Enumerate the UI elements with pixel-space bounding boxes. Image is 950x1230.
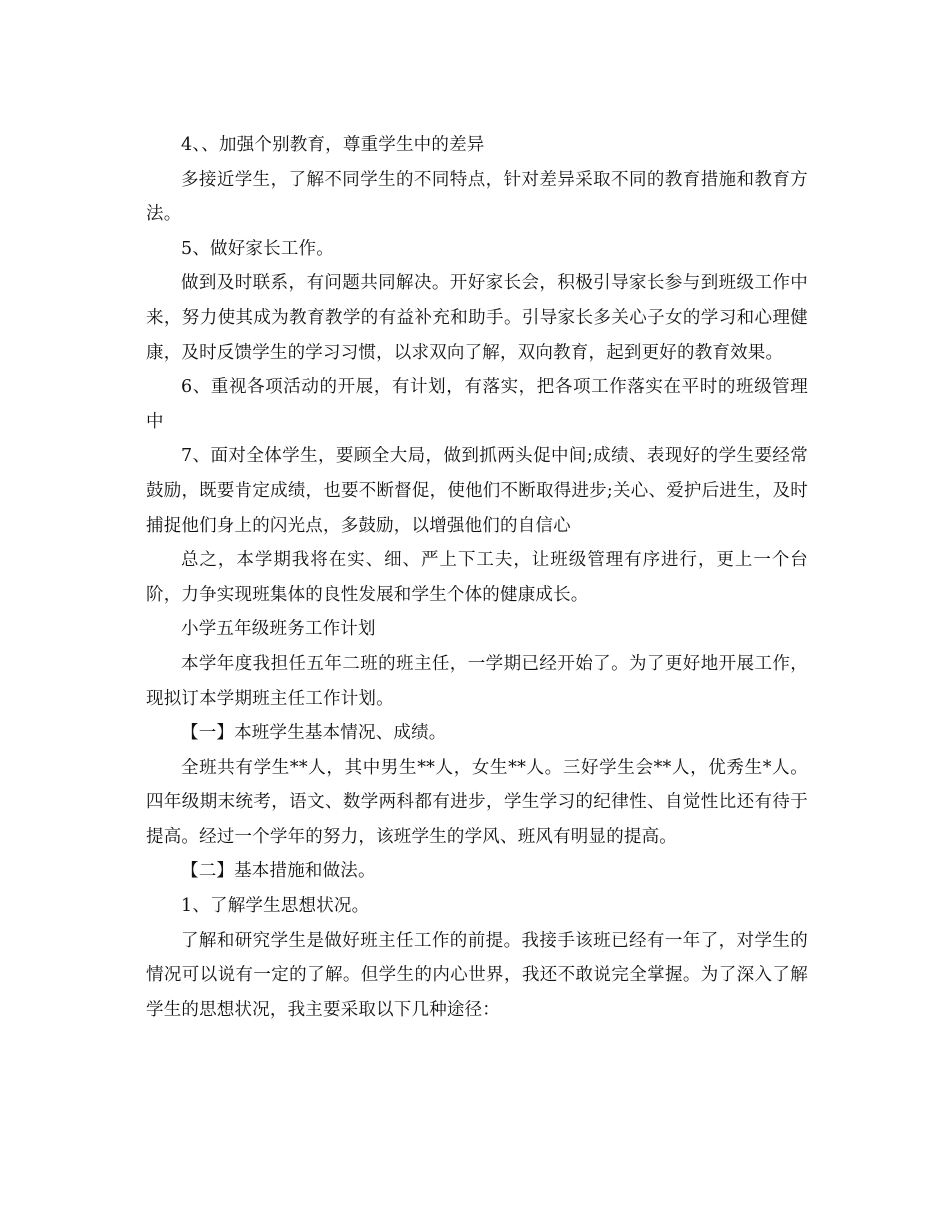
paragraph-individual-education-heading: 4、、加强个别教育，尊重学生中的差异 [181,135,485,155]
paragraph-parent-work-heading: 5、做好家长工作。 [181,238,334,259]
document-body [146,128,808,1027]
paragraph-class-situation-heading: 【一】本班学生基本情况、成绩。 [181,723,447,744]
paragraph-understand-students-heading: 1、了解学生思想状况。 [181,896,370,917]
paragraph-measures-heading: 【二】基本措施和做法。 [181,861,376,882]
section-title: 小学五年级班务工作计划 [181,619,376,640]
paragraph-conclusion: 总之，本学期我将在实、细、严上下工夫，让班级管理有序进行，更上一个台阶，力争实现班集体的良性发展和学生个体的健康成长。 [146,550,808,605]
paragraph-introduction: 本学年度我担任五年二班的班主任，一学期已经开始了。为了更好地开展工作，现拟订本学期班主任工作计划。 [146,653,808,709]
paragraph-all-students: 7、面对全体学生，要顾全大局，做到抓两头促中间;成绩、表现好的学生要经常鼓励，既要肯定成绩，也要不断督促，使他们不断取得进步;关心、爱护后进生，及时捕捉他们身上的闪光点，多鼓励，以增强他们的自信心 [146,446,808,536]
paragraph-activities: 6、重视各项活动的开展，有计划，有落实，把各项工作落实在平时的班级管理中 [146,377,808,432]
paragraph-understand-students: 了解和研究学生是做好班主任工作的前提。我接手该班已经有一年了，对学生的情况可以说有一定的了解。但学生的内心世界，我还不敢说完全掌握。为了深入了解学生的思想状况，我主要采取以下几种途径： [146,930,808,1020]
paragraph-individual-education: 多接近学生，了解不同学生的不同特点，针对差异采取不同的教育措施和教育方法。 [146,169,808,225]
paragraph-parent-work: 做到及时联系，有问题共同解决。开好家长会，积极引导家长参与到班级工作中来，努力使其成为教育教学的有益补充和助手。引导家长多关心子女的学习和心理健康，及时反馈学生的学习习惯，以求双向了解，双向教育，起到更好的教育效果。 [146,273,808,363]
paragraph-class-situation: 全班共有学生**人，其中男生**人，女生**人。三好学生会**人，优秀生*人。四年级期末统考，语文、数学两科都有进步，学生学习的纪律性、自觉性比还有待于提高。经过一个学年的努力，该班学生的学风、班风有明显的提高。 [146,757,808,847]
